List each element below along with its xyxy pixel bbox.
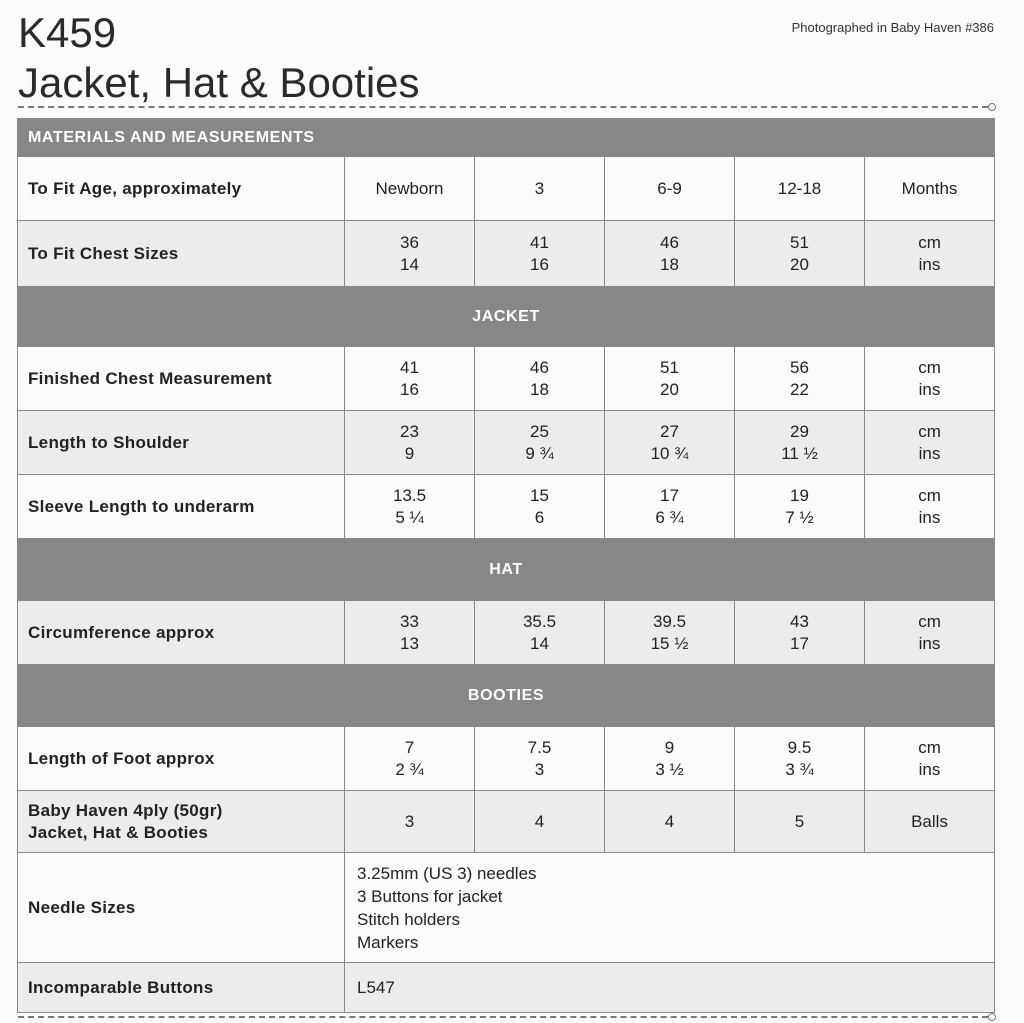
cell-length-shoulder-2: 25 9 ¾ [475, 411, 605, 475]
cell-length-shoulder-3: 27 10 ¾ [605, 411, 735, 475]
cell-length-shoulder-1: 23 9 [345, 411, 475, 475]
cell-age-12-18: 12-18 [735, 157, 865, 221]
table-row-finished-chest [18, 347, 995, 411]
row-label-length-shoulder: Length to Shoulder [18, 411, 345, 475]
table-row-buttons [18, 963, 995, 1013]
top-divider [18, 106, 988, 108]
list-item: Markers [357, 932, 419, 952]
table-row-needles [18, 853, 995, 963]
cell-sleeve-3: 17 6 ¾ [605, 475, 735, 539]
row-label-finished-chest: Finished Chest Measurement [18, 347, 345, 411]
list-item: Stitch holders [357, 909, 460, 929]
cell-circumference-1: 33 13 [345, 601, 475, 665]
table-row-chest [18, 221, 995, 287]
cell-yarn-3: 4 [605, 791, 735, 853]
pattern-title: Jacket, Hat & Booties [18, 59, 420, 106]
section-row-materials [18, 119, 995, 157]
cell-sleeve-4: 19 7 ½ [735, 475, 865, 539]
section-heading-materials: MATERIALS AND MEASUREMENTS [18, 119, 995, 157]
section-heading-hat: HAT [18, 539, 995, 601]
row-label-age: To Fit Age, approximately [18, 157, 345, 221]
pattern-code: K459 [18, 9, 117, 56]
cell-circumference-unit: cm ins [865, 601, 995, 665]
cell-foot-2: 7.5 3 [475, 727, 605, 791]
section-row-booties [18, 665, 995, 727]
cell-yarn-1: 3 [345, 791, 475, 853]
cell-chest-unit: cm ins [865, 221, 995, 287]
cell-foot-1: 7 2 ¾ [345, 727, 475, 791]
row-label-sleeve: Sleeve Length to underarm [18, 475, 345, 539]
table-row-yarn [18, 791, 995, 853]
cell-chest-3: 46 18 [605, 221, 735, 287]
table-row-circumference [18, 601, 995, 665]
cell-age-3: 3 [475, 157, 605, 221]
photographed-note: Photographed in Baby Haven #386 [791, 20, 994, 35]
row-label-buttons: Incomparable Buttons [18, 963, 345, 1013]
materials-table [17, 118, 995, 1013]
cell-circumference-2: 35.5 14 [475, 601, 605, 665]
cell-yarn-4: 5 [735, 791, 865, 853]
row-label-circumference: Circumference approx [18, 601, 345, 665]
bottom-divider [18, 1016, 988, 1018]
table-row-foot [18, 727, 995, 791]
cell-length-shoulder-unit: cm ins [865, 411, 995, 475]
section-heading-booties: BOOTIES [18, 665, 995, 727]
section-row-jacket [18, 287, 995, 347]
cell-finished-chest-4: 56 22 [735, 347, 865, 411]
cell-circumference-4: 43 17 [735, 601, 865, 665]
cell-foot-unit: cm ins [865, 727, 995, 791]
cell-age-newborn: Newborn [345, 157, 475, 221]
row-label-foot: Length of Foot approx [18, 727, 345, 791]
row-label-yarn: Baby Haven 4ply (50gr) Jacket, Hat & Booties [18, 791, 345, 853]
cell-foot-3: 9 3 ½ [605, 727, 735, 791]
cell-finished-chest-3: 51 20 [605, 347, 735, 411]
cell-finished-chest-1: 41 16 [345, 347, 475, 411]
cell-sleeve-2: 15 6 [475, 475, 605, 539]
cell-sleeve-1: 13.5 5 ¼ [345, 475, 475, 539]
divider-end-circle [988, 103, 996, 111]
table-row-sleeve [18, 475, 995, 539]
cell-yarn-2: 4 [475, 791, 605, 853]
cell-finished-chest-unit: cm ins [865, 347, 995, 411]
cell-age-unit: Months [865, 157, 995, 221]
cell-sleeve-unit: cm ins [865, 475, 995, 539]
cell-yarn-unit: Balls [865, 791, 995, 853]
cell-circumference-3: 39.5 15 ½ [605, 601, 735, 665]
section-row-hat [18, 539, 995, 601]
section-heading-jacket: JACKET [18, 287, 995, 347]
button-code: L547 [345, 963, 995, 1013]
cell-age-6-9: 6-9 [605, 157, 735, 221]
cell-finished-chest-2: 46 18 [475, 347, 605, 411]
table-row-length-shoulder [18, 411, 995, 475]
needles-list [345, 853, 995, 963]
cell-chest-2: 41 16 [475, 221, 605, 287]
cell-chest-4: 51 20 [735, 221, 865, 287]
cell-foot-4: 9.5 3 ¾ [735, 727, 865, 791]
cell-chest-1: 36 14 [345, 221, 475, 287]
table-row-age [18, 157, 995, 221]
list-item: 3 Buttons for jacket [357, 886, 503, 906]
row-label-needles: Needle Sizes [18, 853, 345, 963]
list-item: 3.25mm (US 3) needles [357, 863, 537, 883]
row-label-chest: To Fit Chest Sizes [18, 221, 345, 287]
cell-length-shoulder-4: 29 11 ½ [735, 411, 865, 475]
divider-end-circle [988, 1013, 996, 1021]
